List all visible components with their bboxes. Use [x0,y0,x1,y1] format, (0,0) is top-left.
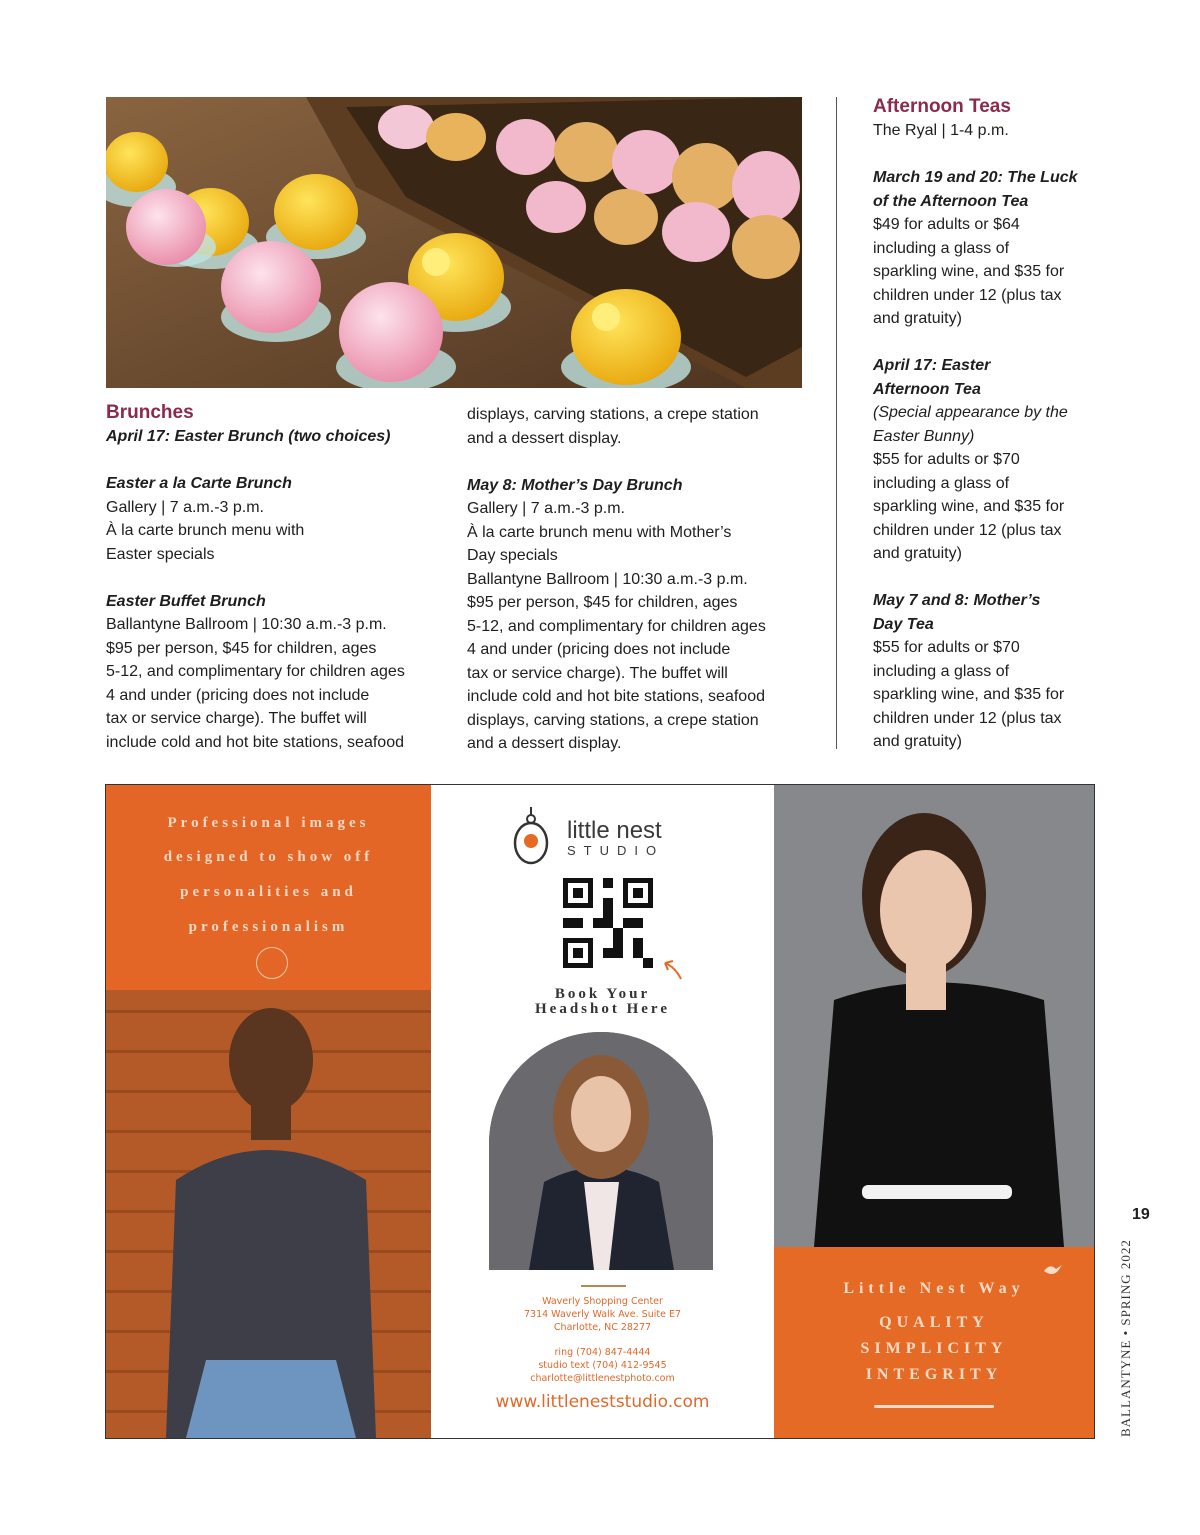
ad-tagline-line: personalities and [180,884,357,900]
body-line: include cold and hot bite stations, seafood [467,688,765,705]
body-line: and gratuity) [873,545,962,562]
body-line: Gallery | 7 a.m.-3 p.m. [467,500,625,517]
man-portrait-photo [106,990,431,1438]
arrow-icon [661,957,685,981]
ad-tagline-line: professionalism [188,919,349,935]
easter-a-la-carte-title: Easter a la Carte Brunch [106,475,292,492]
column-divider [836,97,837,749]
value-line: INTEGRITY [865,1366,1003,1383]
cta-line: Headshot Here [535,1001,670,1017]
brand-name: little nest [567,817,662,844]
website-link[interactable]: www.littleneststudio.com [495,1392,710,1412]
page-number: 19 [1132,1206,1150,1223]
body-line: including a glass of [873,239,1010,257]
body-line: 5-12, and complimentary for children ages [467,617,766,635]
bird-lantern-logo-icon [511,807,551,867]
ad-tagline-line: Professional images [167,815,370,831]
address-line: Charlotte, NC 28277 [553,1322,652,1333]
body-line: and a dessert display. [467,735,622,752]
body-line: 4 and under (pricing does not include [467,641,731,658]
body-line: À la carte brunch menu with [106,522,305,539]
brunches-column [106,401,441,754]
address-line: 7314 Waverly Walk Ave. Suite E7 [523,1309,681,1320]
ad-right-panel [774,785,1094,1438]
body-line: and a dessert display. [467,429,622,447]
body-line: 5-12, and complimentary for children ages [106,663,405,680]
value-line: SIMPLICITY [860,1340,1008,1357]
body-line: including a glass of [873,474,1010,492]
body-line: Ballantyne Ballroom | 10:30 a.m.-3 p.m. [106,616,387,633]
qr-code[interactable] [563,878,653,968]
body-line: and gratuity) [873,733,962,750]
contact-line[interactable]: studio text (704) 412-9545 [538,1360,667,1371]
body-line: sparkling wine, and $35 for [873,498,1065,515]
tea-title: May 7 and 8: Mother’s [873,592,1041,609]
ad-tagline-line: designed to show off [163,849,374,865]
body-line: $95 per person, $45 for children, ages [467,594,738,611]
body-line: Day specials [467,547,558,564]
body-line: tax or service charge). The buffet will [106,710,367,727]
contact-line[interactable]: charlotte@littlenestphoto.com [530,1373,675,1384]
body-line: $95 per person, $45 for children, ages [106,639,377,657]
studio-badge-icon [256,947,288,979]
cta-line: Book Your [554,986,651,1002]
mothers-day-brunch-title: May 8: Mother’s Day Brunch [467,476,683,494]
address-line: Waverly Shopping Center [542,1296,663,1307]
woman-headshot-photo [774,785,1094,1247]
little-nest-studio-ad[interactable] [105,784,1095,1439]
afternoon-teas-column [873,95,1103,754]
body-line: sparkling wine, and $35 for [873,263,1065,280]
body-line: $49 for adults or $64 [873,216,1020,233]
tea-title: Day Tea [873,615,934,633]
body-line: children under 12 (plus tax [873,521,1062,539]
little-nest-way-block [774,1247,1094,1438]
body-line: children under 12 (plus tax [873,286,1062,304]
tea-title: Afternoon Tea [873,380,981,398]
easter-buffet-title: Easter Buffet Brunch [106,592,266,610]
tea-title: March 19 and 20: The Luck [873,169,1078,186]
ad-tagline-block [106,785,431,990]
body-line: and gratuity) [873,310,962,327]
body-line: Easter specials [106,545,215,563]
afternoon-teas-heading: Afternoon Teas [873,96,1011,117]
tea-title: April 17: Easter [873,357,991,374]
ad-middle-panel [431,785,774,1438]
bird-icon [1042,1261,1064,1279]
body-line: 4 and under (pricing does not include [106,686,370,704]
desserts-photo [106,97,802,388]
running-head: BALLANTYNE • SPRING 2022 [1118,1239,1133,1437]
brush-stroke [874,1405,994,1408]
tea-note: (Special appearance by the [873,404,1068,421]
body-line: $55 for adults or $70 [873,451,1020,468]
brunches-heading: Brunches [106,402,194,423]
tea-title: of the Afternoon Tea [873,192,1029,210]
body-line: À la carte brunch menu with Mother’s [467,523,732,541]
body-line: tax or service charge). The buffet will [467,664,728,682]
woman-portrait-photo [489,1032,713,1270]
body-line: children under 12 (plus tax [873,709,1062,727]
tea-venue: The Ryal | 1-4 p.m. [873,122,1009,139]
ad-left-panel [106,785,431,1438]
body-line: include cold and hot bite stations, seafood [106,733,404,751]
value-line: QUALITY [879,1314,989,1331]
easter-brunch-subheading: April 17: Easter Brunch (two choices) [106,428,391,445]
body-line: $55 for adults or $70 [873,639,1020,656]
body-line: Ballantyne Ballroom | 10:30 a.m.-3 p.m. [467,570,748,588]
body-line: including a glass of [873,662,1010,680]
tea-note: Easter Bunny) [873,427,975,445]
body-line: displays, carving stations, a crepe station [467,406,759,423]
brand-sub: STUDIO [567,843,665,858]
divider-line [581,1285,626,1287]
body-line: displays, carving stations, a crepe station [467,711,759,729]
contact-line[interactable]: ring (704) 847-4444 [554,1347,651,1358]
way-title: Little Nest Way [843,1280,1025,1297]
body-line: Gallery | 7 a.m.-3 p.m. [106,498,264,516]
body-line: sparkling wine, and $35 for [873,686,1065,703]
mothers-day-column [467,403,802,756]
